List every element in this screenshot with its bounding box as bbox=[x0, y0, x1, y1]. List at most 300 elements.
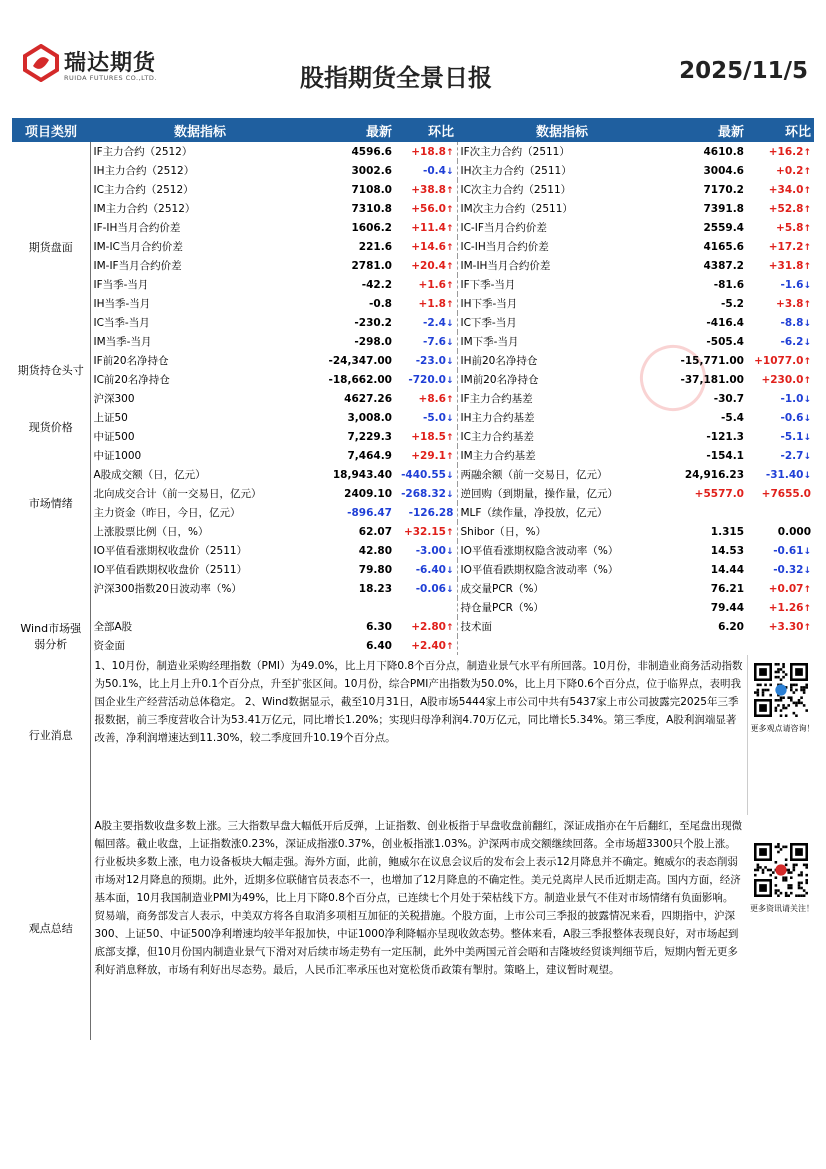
group-label: 观点总结 bbox=[12, 815, 90, 1040]
indicator-label bbox=[457, 636, 667, 655]
indicator-label bbox=[90, 161, 310, 180]
indicator-label bbox=[457, 237, 667, 256]
latest-value bbox=[310, 351, 395, 370]
latest-value bbox=[667, 579, 747, 598]
indicator-label-text: IC前20名净持仓 bbox=[93, 374, 170, 386]
latest-value bbox=[310, 541, 395, 560]
change-value bbox=[395, 503, 457, 522]
latest-value-text: 79.80 bbox=[358, 563, 392, 576]
indicator-label bbox=[90, 617, 310, 636]
indicator-label bbox=[457, 180, 667, 199]
latest-value bbox=[667, 142, 747, 161]
latest-value-text: 4596.6 bbox=[351, 145, 392, 158]
report-date: 2025/11/5 bbox=[679, 58, 808, 84]
indicator-label bbox=[90, 522, 310, 541]
latest-value-text: -505.4 bbox=[706, 335, 744, 348]
latest-value bbox=[310, 161, 395, 180]
latest-value bbox=[310, 484, 395, 503]
latest-value bbox=[310, 180, 395, 199]
change-value bbox=[747, 161, 814, 180]
indicator-label-text: 沪深300 bbox=[93, 393, 135, 405]
latest-value-text: 1.315 bbox=[710, 525, 744, 538]
change-value-text: -23.0 bbox=[415, 354, 446, 367]
change-value-text: -7.6 bbox=[422, 335, 446, 348]
table-row bbox=[12, 408, 814, 427]
latest-value-text: 6.40 bbox=[366, 639, 392, 652]
arrow-up-icon: ↑ bbox=[445, 451, 454, 462]
change-value-text: +14.6 bbox=[411, 240, 446, 253]
change-value-text: +7655.0 bbox=[761, 487, 811, 500]
change-value-text: +1.6 bbox=[418, 278, 446, 291]
latest-value-text: 18.23 bbox=[358, 582, 392, 595]
latest-value-text: -0.8 bbox=[369, 297, 392, 310]
arrow-up-icon: ↑ bbox=[445, 204, 454, 215]
group-label: 期货盘面 bbox=[12, 142, 90, 351]
change-value bbox=[747, 294, 814, 313]
change-value bbox=[395, 579, 457, 598]
change-value bbox=[395, 389, 457, 408]
news-section bbox=[12, 655, 814, 1040]
group-label: Wind市场强弱分析 bbox=[12, 617, 90, 655]
latest-value bbox=[667, 237, 747, 256]
change-value-text: +34.0 bbox=[768, 183, 804, 196]
latest-value bbox=[310, 636, 395, 655]
arrow-up-icon: ↑ bbox=[445, 223, 454, 234]
arrow-up-icon: ↑ bbox=[803, 147, 811, 158]
latest-value bbox=[310, 313, 395, 332]
table-row bbox=[12, 503, 814, 522]
indicator-label-text: 技术面 bbox=[460, 621, 492, 633]
change-value bbox=[395, 522, 457, 541]
change-value bbox=[395, 446, 457, 465]
table-row bbox=[12, 256, 814, 275]
change-value-text: +18.5 bbox=[411, 430, 446, 443]
indicator-label bbox=[90, 237, 310, 256]
change-value bbox=[395, 484, 457, 503]
indicator-label bbox=[457, 199, 667, 218]
arrow-up-icon: ↑ bbox=[803, 166, 811, 177]
indicator-label bbox=[90, 294, 310, 313]
change-value bbox=[395, 408, 457, 427]
latest-value-text: 3002.6 bbox=[351, 164, 392, 177]
latest-value-text: 2559.4 bbox=[703, 221, 744, 234]
change-value-text: -126.28 bbox=[408, 506, 454, 519]
indicator-label bbox=[90, 484, 310, 503]
table-row bbox=[12, 522, 814, 541]
indicator-label-text: 沪深300指数20日波动率（%） bbox=[93, 583, 242, 595]
arrow-down-icon: ↓ bbox=[445, 546, 454, 557]
latest-value bbox=[310, 199, 395, 218]
indicator-label bbox=[457, 503, 667, 522]
indicator-label bbox=[457, 218, 667, 237]
change-value-text: -5.0 bbox=[422, 411, 446, 424]
latest-value-text: -5.2 bbox=[721, 297, 744, 310]
change-value bbox=[395, 541, 457, 560]
arrow-up-icon: ↑ bbox=[445, 622, 454, 633]
latest-value bbox=[667, 484, 747, 503]
qr-code-icon bbox=[754, 663, 808, 717]
indicator-label bbox=[457, 161, 667, 180]
change-value-text: +3.30 bbox=[768, 620, 804, 633]
change-value-text: +16.2 bbox=[768, 145, 804, 158]
table-row bbox=[12, 541, 814, 560]
indicator-label bbox=[90, 332, 310, 351]
latest-value-text: 7310.8 bbox=[351, 202, 392, 215]
indicator-label bbox=[457, 313, 667, 332]
change-value bbox=[395, 256, 457, 275]
indicator-label bbox=[457, 446, 667, 465]
latest-value bbox=[310, 256, 395, 275]
indicator-label bbox=[457, 598, 667, 617]
change-value-text: -2.4 bbox=[422, 316, 446, 329]
latest-value-text: 6.30 bbox=[366, 620, 392, 633]
change-value-text: -720.0 bbox=[408, 373, 446, 386]
indicator-label bbox=[90, 636, 310, 655]
arrow-up-icon: ↑ bbox=[445, 394, 454, 405]
latest-value-text: -5.4 bbox=[721, 411, 744, 424]
table-row bbox=[12, 218, 814, 237]
change-value-text: +1.8 bbox=[418, 297, 446, 310]
industry-news-text: 1、10月份，制造业采购经理指数（PMI）为49.0%，比上月下降0.8个百分点，制造业景气水平有所回落。10月份，非制造业商务活动指数为50.1%，比上月上升0.1个百分点，升至扩张区间。10月份，综合PMI产出指数为50.0%，比上月下降0.6个百分点，位于临界点，表明我国企业生产经营活动总体稳定。 2、Wind数据显示，截至10月31日，A股市场5444家上市公司中共有5437家上市公司披露完2025年三季报数据，前三季度营收合计为53.41万亿元，同比增长1.20%；实现归母净利润4.70万亿元，同比增长5.34%。第三季度，A股利润端显著改善，净利润增速达到11.30%，较二季度回升10.19个百分点。 bbox=[94, 660, 743, 744]
indicator-label-text: 中证500 bbox=[93, 431, 135, 443]
indicator-label bbox=[457, 465, 667, 484]
indicator-label-text: 北向成交合计（前一交易日，亿元） bbox=[93, 488, 262, 500]
arrow-up-icon: ↑ bbox=[803, 204, 811, 215]
indicator-label-text: IH主力合约基差 bbox=[460, 412, 535, 424]
change-value bbox=[395, 598, 457, 617]
change-value bbox=[395, 465, 457, 484]
latest-value-text: 2409.10 bbox=[344, 487, 392, 500]
latest-value bbox=[667, 465, 747, 484]
indicator-label bbox=[90, 351, 310, 370]
latest-value-text: -81.6 bbox=[713, 278, 744, 291]
table-row bbox=[12, 237, 814, 256]
indicator-label-text: IF下季-当月 bbox=[460, 279, 516, 291]
latest-value-text: -896.47 bbox=[347, 506, 392, 519]
change-value-text: +8.6 bbox=[418, 392, 446, 405]
change-value-text: +56.0 bbox=[411, 202, 446, 215]
change-value bbox=[395, 275, 457, 294]
change-value bbox=[747, 351, 814, 370]
indicator-label bbox=[457, 408, 667, 427]
indicator-label-text: IM前20名净持仓 bbox=[460, 374, 539, 386]
arrow-down-icon: ↓ bbox=[445, 337, 454, 348]
group-label: 市场情绪 bbox=[12, 465, 90, 541]
latest-value bbox=[667, 199, 747, 218]
latest-value bbox=[667, 332, 747, 351]
change-value bbox=[395, 617, 457, 636]
change-value-text: -6.40 bbox=[415, 563, 446, 576]
change-value bbox=[747, 332, 814, 351]
indicator-label bbox=[457, 370, 667, 389]
arrow-down-icon: ↓ bbox=[445, 375, 454, 386]
arrow-up-icon: ↑ bbox=[445, 242, 454, 253]
latest-value bbox=[667, 598, 747, 617]
latest-value bbox=[667, 427, 747, 446]
arrow-down-icon: ↓ bbox=[803, 394, 811, 405]
latest-value-text: -30.7 bbox=[713, 392, 744, 405]
latest-value-text: -18,662.00 bbox=[328, 373, 392, 386]
change-value-text: +18.8 bbox=[411, 145, 446, 158]
latest-value-text: -230.2 bbox=[354, 316, 392, 329]
qr-code-icon bbox=[754, 843, 808, 897]
latest-value bbox=[310, 579, 395, 598]
change-value bbox=[747, 275, 814, 294]
indicator-label bbox=[90, 199, 310, 218]
arrow-up-icon: ↑ bbox=[445, 280, 454, 291]
indicator-label-text: IM-IC当月合约价差 bbox=[93, 241, 183, 253]
news-row bbox=[12, 655, 814, 815]
change-value-text: -268.32 bbox=[401, 487, 446, 500]
indicator-label-text: 持仓量PCR（%） bbox=[460, 602, 544, 614]
change-value-text: -0.06 bbox=[415, 582, 446, 595]
indicator-label-text: IO平值看涨期权收盘价（2511） bbox=[93, 545, 248, 557]
change-value bbox=[747, 522, 814, 541]
arrow-down-icon: ↓ bbox=[803, 318, 811, 329]
arrow-up-icon: ↑ bbox=[445, 261, 454, 272]
ruida-logo-icon bbox=[22, 44, 60, 82]
latest-value-text: 6.20 bbox=[718, 620, 744, 633]
change-value-text: -440.55 bbox=[401, 468, 446, 481]
indicator-label bbox=[90, 275, 310, 294]
latest-value bbox=[667, 161, 747, 180]
indicator-label-text: 全部A股 bbox=[93, 621, 133, 633]
indicator-label-text: IC主力合约基差 bbox=[460, 431, 534, 443]
indicator-label-text: IF主力合约（2512） bbox=[93, 146, 193, 158]
latest-value-text: 62.07 bbox=[358, 525, 392, 538]
report-header bbox=[0, 0, 826, 118]
change-value bbox=[747, 541, 814, 560]
arrow-down-icon: ↓ bbox=[445, 356, 454, 367]
latest-value bbox=[310, 503, 395, 522]
indicator-label-text: Shibor（日，%） bbox=[460, 526, 547, 538]
table-row bbox=[12, 142, 814, 161]
change-value-text: +29.1 bbox=[411, 449, 446, 462]
change-value bbox=[395, 237, 457, 256]
indicator-label bbox=[90, 560, 310, 579]
indicator-label bbox=[457, 522, 667, 541]
change-value-text: -0.4 bbox=[422, 164, 446, 177]
latest-value bbox=[310, 598, 395, 617]
change-value-text: -8.8 bbox=[780, 316, 804, 329]
table-row bbox=[12, 313, 814, 332]
table-row bbox=[12, 617, 814, 636]
latest-value bbox=[310, 275, 395, 294]
indicator-label-text: IO平值看跌期权收盘价（2511） bbox=[93, 564, 248, 576]
change-value bbox=[395, 351, 457, 370]
latest-value bbox=[310, 389, 395, 408]
data-table bbox=[12, 118, 814, 1040]
change-value-text: +52.8 bbox=[768, 202, 804, 215]
arrow-down-icon: ↓ bbox=[803, 546, 811, 557]
latest-value-text: 4610.8 bbox=[703, 145, 744, 158]
arrow-up-icon: ↑ bbox=[803, 261, 811, 272]
latest-value-text: 4387.2 bbox=[703, 259, 744, 272]
table-row bbox=[12, 294, 814, 313]
change-value bbox=[747, 484, 814, 503]
indicator-label bbox=[90, 142, 310, 161]
indicator-label-text: 上证50 bbox=[93, 412, 128, 424]
indicator-label bbox=[90, 465, 310, 484]
arrow-up-icon: ↑ bbox=[803, 185, 811, 196]
arrow-up-icon: ↑ bbox=[803, 603, 811, 614]
indicator-label-text: 上涨股票比例（日，%） bbox=[93, 526, 209, 538]
latest-value-text: 3004.6 bbox=[703, 164, 744, 177]
indicator-label bbox=[90, 218, 310, 237]
table-row bbox=[12, 446, 814, 465]
change-value-text: +2.80 bbox=[411, 620, 446, 633]
indicator-label-text: IC-IH当月合约价差 bbox=[460, 241, 549, 253]
change-value bbox=[747, 408, 814, 427]
latest-value bbox=[310, 332, 395, 351]
indicator-label-text: IC下季-当月 bbox=[460, 317, 517, 329]
change-value bbox=[395, 180, 457, 199]
indicator-label bbox=[457, 389, 667, 408]
indicator-label bbox=[90, 503, 310, 522]
change-value-text: -1.0 bbox=[780, 392, 804, 405]
latest-value bbox=[667, 541, 747, 560]
arrow-down-icon: ↓ bbox=[445, 318, 454, 329]
change-value bbox=[747, 560, 814, 579]
table-row bbox=[12, 351, 814, 370]
table-row bbox=[12, 484, 814, 503]
indicator-label-text: A股成交额（日，亿元） bbox=[93, 469, 206, 481]
latest-value-text: -37,181.00 bbox=[680, 373, 744, 386]
latest-value bbox=[667, 256, 747, 275]
indicator-label-text: IC主力合约（2512） bbox=[93, 184, 194, 196]
latest-value-text: -15,771.00 bbox=[680, 354, 744, 367]
indicator-label-text: IC-IF当月合约价差 bbox=[460, 222, 547, 234]
change-value-text: -6.2 bbox=[780, 335, 804, 348]
latest-value bbox=[667, 294, 747, 313]
latest-value bbox=[667, 503, 747, 522]
arrow-down-icon: ↓ bbox=[445, 166, 454, 177]
latest-value bbox=[310, 560, 395, 579]
indicator-label-text: 中证1000 bbox=[93, 450, 142, 462]
arrow-up-icon: ↑ bbox=[803, 299, 811, 310]
indicator-label-text: IM当季-当月 bbox=[93, 336, 152, 348]
latest-value-text: 7391.8 bbox=[703, 202, 744, 215]
indicator-label-text: IH主力合约（2512） bbox=[93, 165, 195, 177]
latest-value bbox=[667, 617, 747, 636]
latest-value bbox=[310, 522, 395, 541]
arrow-down-icon: ↓ bbox=[803, 337, 811, 348]
change-value-text: +17.2 bbox=[768, 240, 804, 253]
group-label: 期货持仓头寸 bbox=[12, 351, 90, 389]
table-row bbox=[12, 465, 814, 484]
arrow-down-icon: ↓ bbox=[803, 432, 811, 443]
arrow-down-icon: ↓ bbox=[445, 489, 454, 500]
latest-value-text: 18,943.40 bbox=[332, 468, 392, 481]
table-row bbox=[12, 598, 814, 617]
arrow-down-icon: ↓ bbox=[445, 565, 454, 576]
arrow-up-icon: ↑ bbox=[445, 641, 454, 652]
change-value-text: +38.8 bbox=[411, 183, 446, 196]
table-row bbox=[12, 560, 814, 579]
change-value bbox=[747, 465, 814, 484]
arrow-down-icon: ↓ bbox=[445, 413, 454, 424]
latest-value-text: 4165.6 bbox=[703, 240, 744, 253]
latest-value-text: 4627.26 bbox=[344, 392, 392, 405]
indicator-label bbox=[90, 389, 310, 408]
indicator-label-text: 主力资金（昨日，今日，亿元） bbox=[93, 507, 241, 519]
latest-value bbox=[667, 446, 747, 465]
indicator-label-text: IC次主力合约（2511） bbox=[460, 184, 572, 196]
change-value bbox=[747, 503, 814, 522]
change-value bbox=[395, 313, 457, 332]
change-value bbox=[395, 218, 457, 237]
latest-value bbox=[310, 446, 395, 465]
change-value bbox=[395, 560, 457, 579]
group-label: 现货价格 bbox=[12, 389, 90, 465]
indicator-label-text: 成交量PCR（%） bbox=[460, 583, 544, 595]
indicator-label bbox=[457, 617, 667, 636]
latest-value bbox=[667, 522, 747, 541]
indicator-label bbox=[457, 427, 667, 446]
latest-value bbox=[667, 275, 747, 294]
table-row bbox=[12, 332, 814, 351]
latest-value bbox=[310, 465, 395, 484]
indicator-label bbox=[457, 275, 667, 294]
change-value-text: +1.26 bbox=[768, 601, 804, 614]
change-value bbox=[747, 313, 814, 332]
table-row bbox=[12, 161, 814, 180]
table-row bbox=[12, 199, 814, 218]
latest-value-text: -42.2 bbox=[361, 278, 392, 291]
arrow-up-icon: ↑ bbox=[445, 185, 454, 196]
change-value bbox=[395, 199, 457, 218]
latest-value-text: 24,916.23 bbox=[684, 468, 744, 481]
indicator-label bbox=[90, 446, 310, 465]
logo-name: 瑞达期货 bbox=[64, 51, 157, 76]
qr-cell bbox=[747, 815, 814, 1040]
col-header-latest-2: 最新 bbox=[667, 118, 747, 142]
summary-text: A股主要指数收盘多数上涨。三大指数早盘大幅低开后反弹，上证指数、创业板指于早盘收盘前翻红，深证成指亦在午后翻红，至尾盘出现微幅回落。截止收盘，上证指数涨0.23%，深证成指涨0.37%，创业板指涨1.03%。沪深两市成交额继续回落。全市场超3300只个股上涨。行业板块多数上涨，电力设备板块大幅走强。海外方面，此前，鲍威尔在议息会议后的发布会上表示12月降息并不确定。鲍威尔的表态削弱市场对12月降息的预期。此外，近期多位联储官员表态不一，也增加了12月降息的不确定性。美元兑离岸人民币近期走高。国内方面，经济基本面，10月我国制造业PMI为49%，比上月下降0.8个百分点，已连续七个月处于荣枯线下方。制造业景气不佳对市场情绪有负面影响。贸易端，商务部发言人表示，中美双方将各自取消多项相互加征的关税措施。个股方面，上市公司三季报的披露情况来看，四期指中，沪深300、上证50、中证500净利增速均较半年报加快，中证1000净利降幅亦呈现收敛态势。整体来看，A股三季报整体表现良好，对市场起到底部支撑，但10月份国内制造业景气下滑对对后续市场走势有一定压制，此外中美两国元首会晤和吉隆坡经贸谈判细节后，短期内暂无更多利好消息释放，市场有利好出尽态势。最后，人民币汇率承压也对宽松货币政策有掣肘。策略上，建议暂时观望。 bbox=[94, 820, 743, 976]
indicator-label bbox=[90, 598, 310, 617]
latest-value-text: 1606.2 bbox=[351, 221, 392, 234]
indicator-label bbox=[457, 541, 667, 560]
latest-value-text: 2781.0 bbox=[351, 259, 392, 272]
indicator-label bbox=[457, 332, 667, 351]
indicator-label bbox=[457, 560, 667, 579]
latest-value bbox=[310, 218, 395, 237]
latest-value bbox=[667, 313, 747, 332]
latest-value-text: +5577.0 bbox=[694, 487, 744, 500]
change-value-text: -2.7 bbox=[780, 449, 804, 462]
arrow-up-icon: ↑ bbox=[445, 147, 454, 158]
change-value bbox=[395, 142, 457, 161]
indicator-label bbox=[90, 370, 310, 389]
latest-value-text: -121.3 bbox=[706, 430, 744, 443]
arrow-up-icon: ↑ bbox=[445, 299, 454, 310]
latest-value bbox=[667, 636, 747, 655]
indicator-label-text: IH下季-当月 bbox=[460, 298, 518, 310]
indicator-label bbox=[457, 579, 667, 598]
indicator-label bbox=[90, 313, 310, 332]
arrow-down-icon: ↓ bbox=[803, 413, 811, 424]
arrow-up-icon: ↑ bbox=[803, 584, 811, 595]
latest-value-text: 7,464.9 bbox=[347, 449, 392, 462]
indicator-label bbox=[457, 294, 667, 313]
change-value bbox=[747, 199, 814, 218]
arrow-down-icon: ↓ bbox=[803, 565, 811, 576]
latest-value bbox=[667, 408, 747, 427]
change-value bbox=[395, 636, 457, 655]
arrow-up-icon: ↑ bbox=[803, 223, 811, 234]
latest-value bbox=[310, 370, 395, 389]
change-value bbox=[395, 370, 457, 389]
indicator-label bbox=[457, 484, 667, 503]
